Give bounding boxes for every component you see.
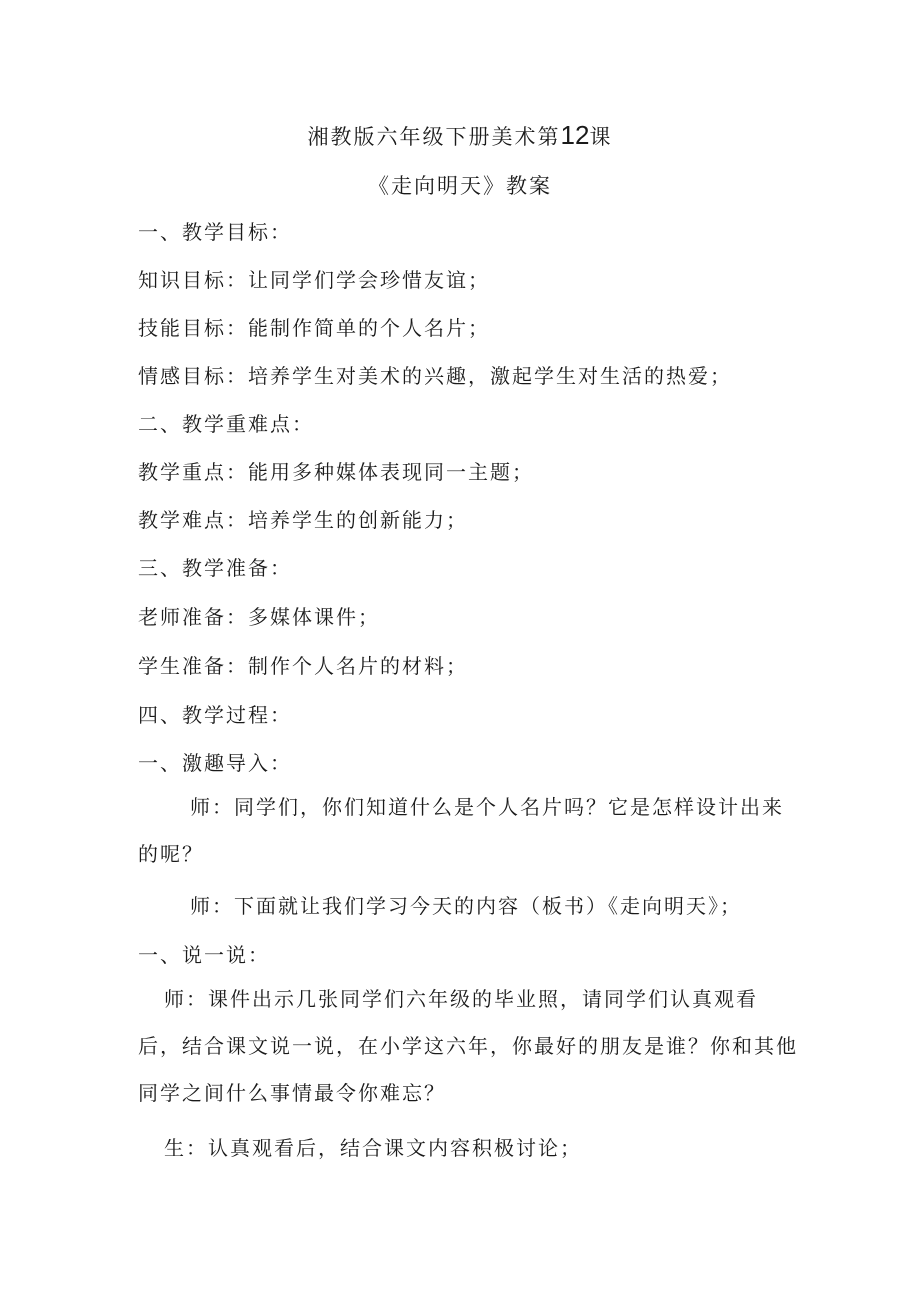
emotion-goal-line: 情感目标：培养学生对美术的兴趣，激起学生对生活的热爱； [138,364,732,388]
skill-goal-line: 技能目标：能制作简单的个人名片； [138,316,490,340]
section-heading-keypoints: 二、教学重难点： [138,412,314,436]
difficult-point-line: 教学难点：培养学生的创新能力； [138,508,468,532]
document-subtitle: 《走向明天》教案 [368,174,552,198]
title-lesson-number: 12 [560,120,590,150]
teacher-board-writing-line: 师：下面就让我们学习今天的内容（板书）《走向明天》； [190,894,742,918]
student-response-line: 生：认真观看后，结合课文内容积极讨论； [164,1136,582,1160]
section-heading-goals: 一、教学目标： [138,220,292,244]
step-heading-talk: 一、说一说： [138,943,270,967]
knowledge-goal-line: 知识目标：让同学们学会珍惜友谊； [138,268,490,292]
title-suffix: 课 [589,125,613,149]
teacher-preparation-line: 老师准备：多媒体课件； [138,605,380,629]
step-heading-intro: 一、激趣导入： [138,751,292,775]
student-preparation-line: 学生准备：制作个人名片的材料； [138,654,468,678]
teacher-question-paragraph: 师：同学们，你们知道什么是个人名片吗？它是怎样设计出来的呢？ [138,795,784,866]
key-point-line: 教学重点：能用多种媒体表现同一主题； [138,460,534,484]
section-heading-process: 四、教学过程： [138,703,292,727]
title-prefix: 湘教版六年级下册美术第 [307,125,561,149]
section-heading-preparation: 三、教学准备： [138,556,292,580]
teacher-activity-paragraph: 师：课件出示几张同学们六年级的毕业照，请同学们认真观看后，结合课文说一说，在小学这六年，你最好的朋友是谁？你和其他同学之间什么事情最令你难忘？ [138,987,798,1105]
document-title [0,120,920,151]
